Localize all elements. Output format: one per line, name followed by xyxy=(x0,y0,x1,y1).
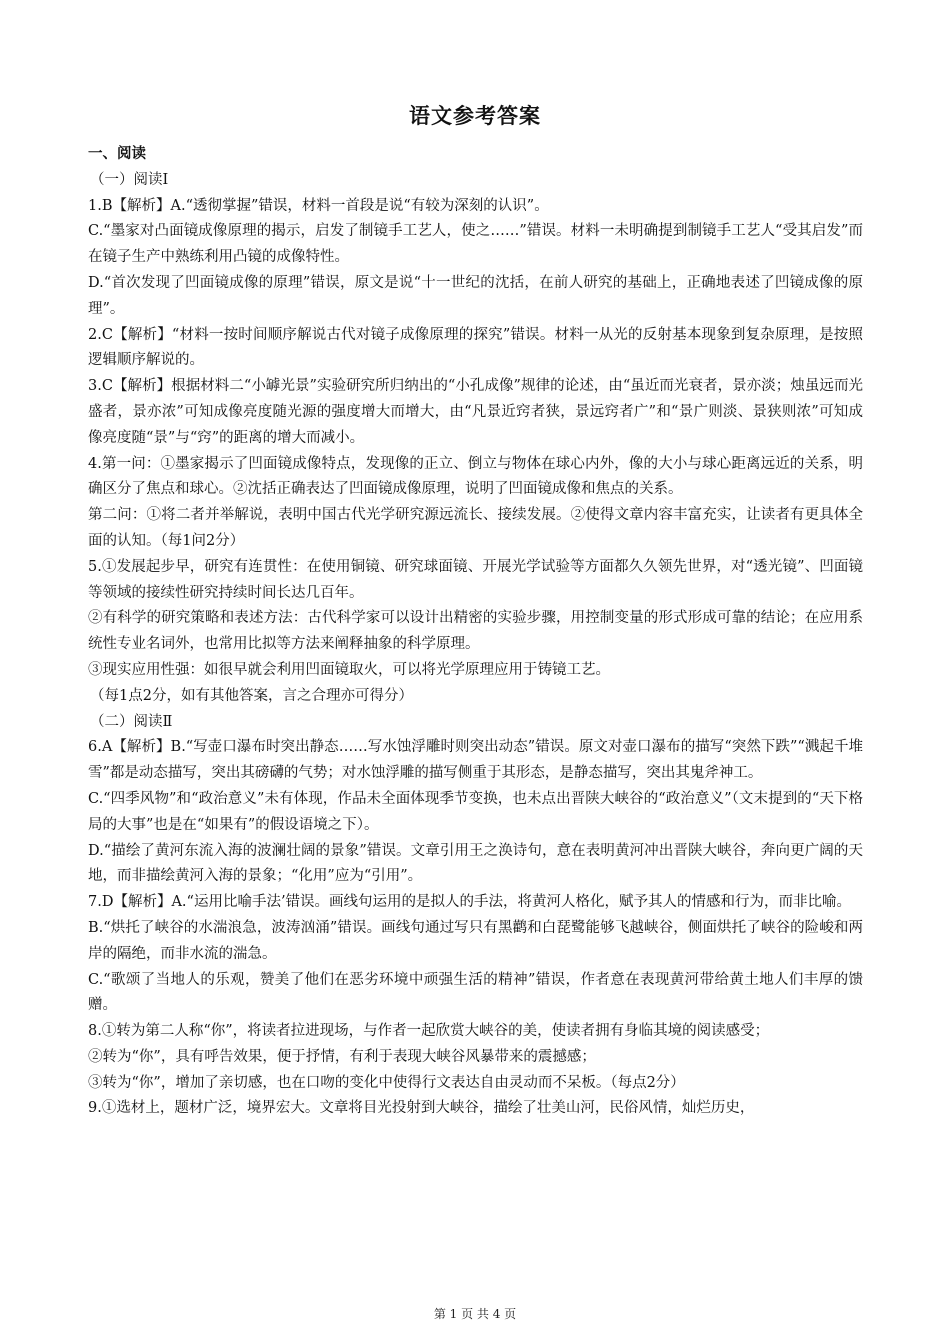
answer-paragraph: 1.B【解析】A.“透彻掌握”错误，材料一首段是说“有较为深刻的认识”。 xyxy=(88,197,549,214)
answer-paragraph: 第二问：①将二者并举解说，表明中国古代光学研究源远流长、接续发展。②使得文章内容丰富充实，让读者有更具体全面的认知。（每1问2分） xyxy=(88,507,863,549)
answer-paragraph: C.“四季风物”和“政治意义”未有体现，作品未全面体现季节变换，也未点出晋陕大峡谷的“政治意义”（文末提到的“天下格局的大事”也是在“如果有”的假设语境之下）。 xyxy=(88,790,863,833)
answer-paragraph: B.“烘托了峡谷的水湍浪急，波涛汹涌”错误。画线句通过写只有黑鹳和白琵鹭能够飞越峡谷，侧面烘托了峡谷的险峻和两岸的隔绝，而非水流的湍急。 xyxy=(88,919,863,962)
answer-paragraph: ②转为“你”，具有呼告效果，便于抒情，有利于表现大峡谷风暴带来的震撼感； xyxy=(88,1048,596,1065)
page-title: 语文参考答案 xyxy=(409,103,541,128)
subsection-line: （一）阅读Ⅰ xyxy=(90,171,169,188)
answer-paragraph: 6.A【解析】B.“写壶口瀑布时突出静态……写水蚀浮雕时则突出动态”错误。原文对壶口瀑布的描写“突然下跌”“溅起千堆雪”都是动态描写，突出其磅礴的气势；对水蚀浮雕的描写侧重于其形态，是静态描写，突出其鬼斧神工。 xyxy=(88,739,863,782)
answer-paragraph: 7.D【解析】A.“运用比喻手法’错误。画线句运用的是拟人的手法，将黄河人格化，赋予其人的情感和行为，而非比喻。 xyxy=(88,894,852,911)
answer-paragraph: 3.C【解析】根据材料二“小罅光景”实验研究所归纳出的“小孔成像”规律的论述，由“虽近而光衰者，景亦淡；烛虽远而光盛者，景亦浓”可知成像亮度随光源的强度增大而增大，由“凡景近窍者狭，景远窍者广”和“景广则淡、景狭则浓”可知成像亮度随“景”与“窍”的距离的增大而减小。 xyxy=(88,378,863,446)
answer-paragraph: 8.①转为第二人称“你”，将读者拉进现场，与作者一起欣赏大峡谷的美，使读者拥有身临其境的阅读感受； xyxy=(88,1023,770,1040)
page-footer: 第 1 页 共 4 页 xyxy=(433,1307,517,1321)
answer-paragraph: D.“首次发现了凹面镜成像的原理”错误，原文是说“十一世纪的沈括，在前人研究的基础上，正确地表述了凹镜成像的原理”。 xyxy=(88,274,863,317)
answer-paragraph: D.“描绘了黄河东流入海的波澜壮阔的景象”错误。文章引用王之涣诗句，意在表明黄河冲出晋陕大峡谷，奔向更广阔的天地，而非描绘黄河入海的景象；“化用”应为“引用”。 xyxy=(88,842,863,885)
answer-paragraph: 2.C【解析】“材料一按时间顺序解说古代对镜子成像原理的探究”错误。材料一从光的反射基本现象到复杂原理，是按照逻辑顺序解说的。 xyxy=(88,326,863,369)
answer-paragraph: ②有科学的研究策略和表述方法：古代科学家可以设计出精密的实验步骤，用控制变量的形式形成可靠的结论；在应用系统性专业名词外，也常用比拟等方法来阐释抽象的科学原理。 xyxy=(88,610,863,653)
answer-paragraph: C.“墨家对凸面镜成像原理的揭示，启发了制镜手工艺人，使之……”错误。材料一未明确提到制镜手工艺人“受其启发”而在镜子生产中熟练利用凸镜的成像特性。 xyxy=(88,223,863,266)
answer-content xyxy=(88,142,863,1122)
answer-paragraph: ③现实应用性强：如很早就会利用凹面镜取火，可以将光学原理应用于铸镜工艺。 xyxy=(88,661,610,678)
subsection-line: （二）阅读Ⅱ xyxy=(90,713,173,730)
subsection-line: （每1点2分，如有其他答案，言之合理亦可得分） xyxy=(90,687,413,704)
answer-paragraph: 4.第一问：①墨家揭示了凹面镜成像特点，发现像的正立、倒立与物体在球心内外，像的大小与球心距离远近的关系，明确区分了焦点和球心。②沈括正确表达了凹面镜成像原理，说明了凹面镜成像和焦点的关系。 xyxy=(88,455,863,498)
answer-paragraph: ③转为“你”，增加了亲切感，也在口吻的变化中使得行文表达自由灵动而不呆板。（每点2分） xyxy=(88,1074,685,1091)
section-heading: 一、阅读 xyxy=(88,146,146,162)
answer-paragraph: 5.①发展起步早，研究有连贯性：在使用铜镜、研究球面镜、开展光学试验等方面都久久领先世界，对“透光镜”、凹面镜等领域的接续性研究持续时间长达几百年。 xyxy=(88,558,863,601)
answer-paragraph: 9.①选材上，题材广泛，境界宏大。文章将目光投射到大峡谷，描绘了壮美山河，民俗风情，灿烂历史， xyxy=(88,1100,755,1117)
answer-paragraph: C.“歌颂了当地人的乐观，赞美了他们在恶劣环境中顽强生活的精神”错误，作者意在表现黄河带给黄土地人们丰厚的馈赠。 xyxy=(88,971,863,1014)
